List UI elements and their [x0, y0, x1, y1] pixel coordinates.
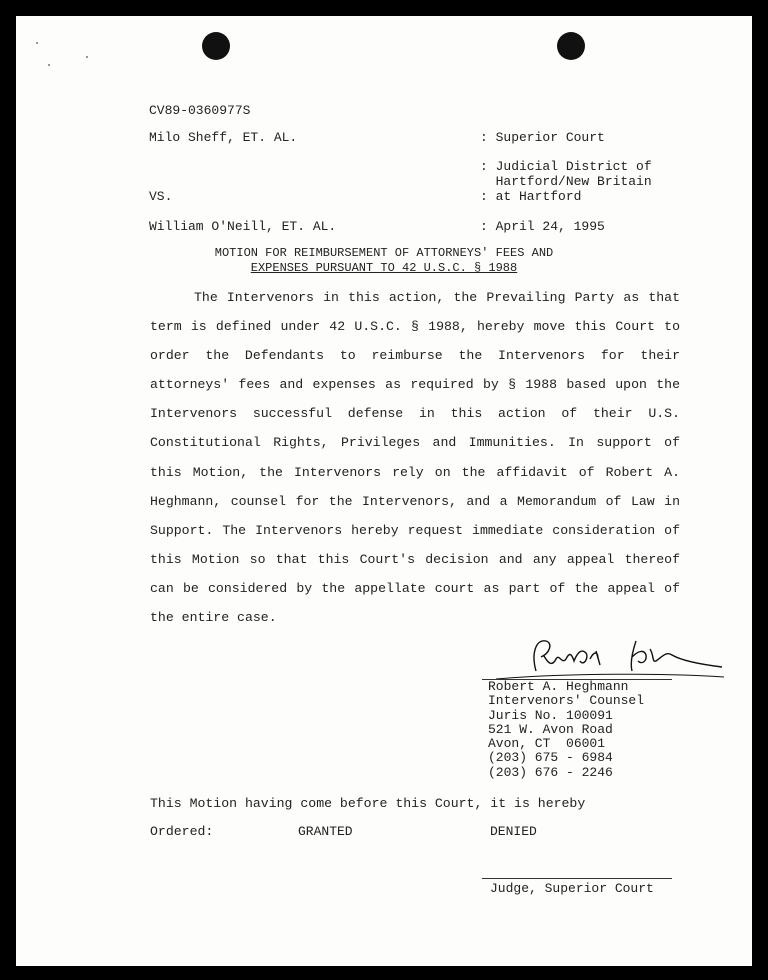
- judge-signature-line: [482, 878, 672, 879]
- scan-speck: [86, 56, 88, 58]
- filing-date: : April 24, 1995: [480, 219, 605, 234]
- phone-1: (203) 675 - 6984: [488, 750, 613, 766]
- counsel-role: Intervenors' Counsel: [488, 693, 645, 709]
- versus-label: VS.: [149, 189, 173, 204]
- order-intro: This Motion having come before this Court, it is hereby: [150, 796, 586, 811]
- document-page: [16, 16, 752, 966]
- motion-body: [150, 283, 680, 632]
- counsel-name: Robert A. Heghmann: [488, 679, 629, 694]
- motion-title-line-1: MOTION FOR REIMBURSEMENT OF ATTORNEYS' FEES AND: [214, 246, 554, 260]
- scan-speck: [36, 42, 38, 44]
- court-name: : Superior Court: [480, 130, 605, 145]
- juris-number: Juris No. 100091: [488, 707, 613, 723]
- granted-option: GRANTED: [298, 824, 353, 839]
- motion-title-underlined: EXPENSES PURSUANT TO 42 U.S.C. § 1988: [250, 261, 518, 275]
- punch-hole-left: [202, 32, 230, 60]
- scan-speck: [48, 64, 50, 66]
- phone-2: (203) 676 - 2246: [488, 764, 613, 780]
- district-line-2: Hartford/New Britain: [480, 174, 652, 189]
- case-number: CV89-0360977S: [149, 103, 251, 118]
- punch-hole-right: [557, 32, 585, 60]
- defendant-name: William O'Neill, ET. AL.: [149, 219, 337, 234]
- plaintiff-name: Milo Sheff, ET. AL.: [149, 130, 298, 145]
- street-address: 521 W. Avon Road: [488, 721, 613, 737]
- denied-option: DENIED: [490, 824, 537, 839]
- judge-label: Judge, Superior Court: [490, 881, 654, 896]
- signature-block: [488, 680, 644, 780]
- motion-paragraph: The Intervenors in this action, the Prevailing Party as that term is defined under 42 U.S.C. § 1988, hereby move this Court to order the Defendants to reimburse the Intervenors for their attorneys' fees and expenses as required by § 1988 based upon the Intervenors successful defense in this action of their U.S. Constitutional Rights, Privileges and Immunities. In support of this Motion, the Intervenors rely on the affidavit of Robert A. Heghmann, counsel for the Intervenors, and a Memorandum of Law in Support. The Intervenors hereby request immediate consideration of this Motion so that this Court's decision and any appeal thereof can be considered by the appellate court as part of the appeal of the entire case.: [150, 290, 680, 626]
- ordered-label: Ordered:: [150, 824, 214, 839]
- district-line-3: : at Hartford: [480, 189, 582, 204]
- city-address: Avon, CT 06001: [488, 736, 606, 752]
- district-line-1: : Judicial District of: [480, 159, 652, 174]
- signature-scribble: [486, 631, 726, 683]
- motion-title-line-2: [16, 261, 752, 275]
